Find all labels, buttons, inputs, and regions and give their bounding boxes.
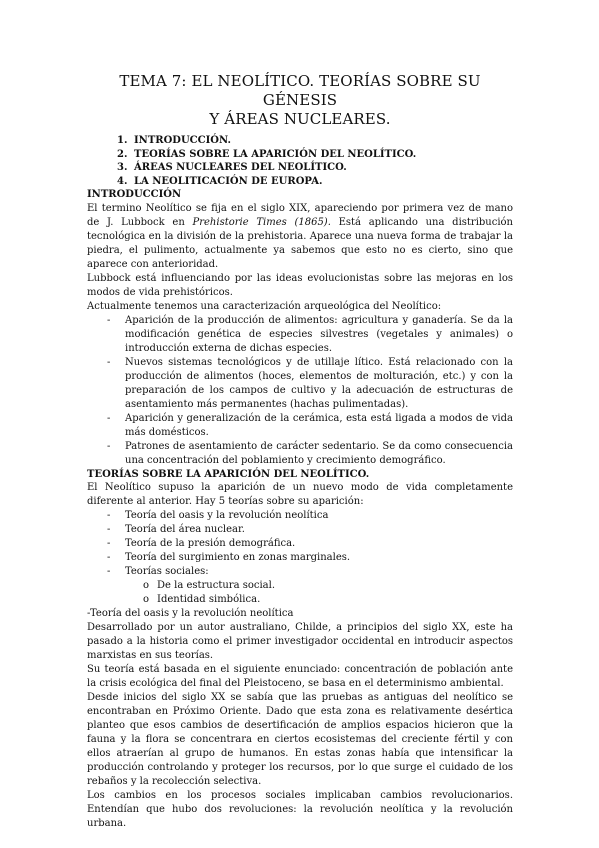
list-item: [107, 314, 513, 356]
subsection-title: -Teoría del oasis y la revolución neolítica: [87, 608, 294, 619]
list-item-text: Aparición de la producción de alimentos: agricultura y ganadería. Se da la modificación genética de especies silvestres (vegetales y animales) o introducción externa de dichas especies.: [125, 314, 513, 354]
list-item-text: Patrones de asentamiento de carácter sedentario. Se da como consecuencia una concentración del poblamiento y crecimiento demográfico.: [125, 440, 513, 466]
toc-item: [117, 175, 513, 189]
circle-bullet: o: [143, 594, 150, 605]
paragraph: [87, 202, 513, 272]
dash-bullet: -: [107, 552, 111, 563]
dash-bullet: -: [107, 538, 111, 549]
toc-number: 1.: [117, 135, 128, 146]
list-item: [107, 537, 513, 551]
paragraph: Los cambios en los procesos sociales implicaban cambios revolucionarios. Entendían que hubo dos revoluciones: la revolución neolítica y la revolución urbana.: [87, 790, 513, 829]
dash-bullet: -: [107, 524, 111, 535]
paragraph: Lubbock está influenciando por las ideas evolucionistas sobre las mejoras en los modos de vida prehistóricos.: [87, 272, 513, 298]
document-title: [87, 72, 513, 129]
book-title: Prehistorie Times (1865).: [192, 216, 331, 228]
toc-label: LA NEOLITICACIÓN DE EUROPA.: [134, 175, 323, 187]
text-span: Está aplicando una distribución tecnológica en la división de la prehistoria. Aparece una nueva forma de trabajar la piedra, el pulimento, actualmente ya sabemos que esto no es cierto, sino que aparece con anterioridad.: [87, 216, 513, 270]
dash-bullet: -: [107, 510, 111, 521]
list-item: [107, 565, 513, 579]
sub-list-item: [143, 593, 513, 607]
dash-bullet: -: [107, 412, 111, 424]
list-item: [107, 412, 513, 440]
list-item-text: Aparición y generalización de la cerámica, esta está ligada a modos de vida más domésticos.: [125, 412, 513, 438]
list-item: [107, 523, 513, 537]
dash-bullet: -: [107, 356, 111, 368]
bullet-list: [87, 314, 513, 468]
toc-item: [117, 148, 513, 162]
paragraph: El Neolítico supuso la aparición de un nuevo modo de vida completamente diferente al anterior. Hay 5 teorías sobre su aparición:: [87, 482, 513, 507]
dash-bullet: -: [107, 566, 111, 577]
list-item-text: De la estructura social.: [157, 580, 276, 591]
toc-number: 3.: [117, 162, 128, 173]
list-item-text: Nuevos sistemas tecnológicos y de utillaje lítico. Está relacionado con la producción de alimentos (hoces, elementos de molturación, etc.) y con la preparación de los campos de cultivo y la adecuación de estructuras de asentamiento más permanentes (hachas pulimentadas).: [125, 356, 513, 410]
list-item-text: Teorías sociales:: [125, 566, 209, 577]
toc-item: [117, 161, 513, 175]
dash-bullet: -: [107, 314, 111, 326]
list-item: [107, 551, 513, 565]
paragraph: Su teoría está basada en el siguiente enunciado: concentración de población ante la crisis ecológica del final del Pleistoceno, se basa en el determinismo ambiental.: [87, 664, 513, 689]
table-of-contents: [87, 134, 513, 188]
list-item: [107, 440, 513, 468]
section-heading-intro: INTRODUCCIÓN: [87, 189, 182, 200]
paragraph: Desarrollado por un autor australiano, Childe, a principios del siglo XX, este ha pasado a la historia como el primer investigador occidental en introducir aspectos marxistas en sus teorías.: [87, 622, 513, 661]
sub-list-item: [143, 579, 513, 593]
toc-label: TEORÍAS SOBRE LA APARICIÓN DEL NEOLÍTICO.: [134, 148, 417, 160]
section-heading-teorias: TEORÍAS SOBRE LA APARICIÓN DEL NEOLÍTICO.: [87, 468, 370, 480]
dash-bullet: -: [107, 440, 111, 452]
toc-item: [117, 134, 513, 148]
list-item-text: Teoría del área nuclear.: [125, 524, 245, 535]
paragraph: Actualmente tenemos una caracterización arqueológica del Neolítico:: [87, 300, 442, 312]
paragraph: Desde inicios del siglo XX se sabía que las pruebas as antiguas del neolítico se encontraban en Próximo Oriente. Dado que esta zona es relativamente desértica planteo que esos cambios de desertificación de amplios espacios hicieron que la fauna y la flora se concentrara en ciertos ecosistemas del creciente fértil y con ellos atraerían al grupo de humanos. En estas zonas había que intensificar la producción controlando y proteger los recursos, por lo que surge el cuidado de los rebaños y la recolección selectiva.: [87, 692, 513, 787]
list-item-text: Identidad simbólica.: [157, 594, 261, 605]
toc-number: 4.: [117, 175, 128, 187]
text-span: El termino Neolítico se fija en el siglo XIX, apareciendo por primera vez de mano de J. Lubbock en: [87, 202, 513, 228]
list-item: [107, 509, 513, 523]
list-item: [107, 356, 513, 412]
list-item-text: Teoría del oasis y la revolución neolítica: [125, 510, 329, 521]
bullet-list: [87, 509, 513, 579]
list-item-text: Teoría del surgimiento en zonas marginales.: [125, 552, 351, 563]
toc-number: 2.: [117, 148, 128, 160]
toc-label: INTRODUCCIÓN.: [134, 135, 231, 146]
circle-bullet: o: [143, 580, 150, 591]
toc-label: ÁREAS NUCLEARES DEL NEOLÍTICO.: [134, 162, 347, 173]
sub-bullet-list: [87, 579, 513, 607]
list-item-text: Teoría de la presión demográfica.: [125, 538, 296, 549]
title-line-2: Y ÁREAS NUCLEARES.: [209, 110, 391, 128]
title-line-1: TEMA 7: EL NEOLÍTICO. TEORÍAS SOBRE SU GÉNESIS: [119, 72, 481, 109]
